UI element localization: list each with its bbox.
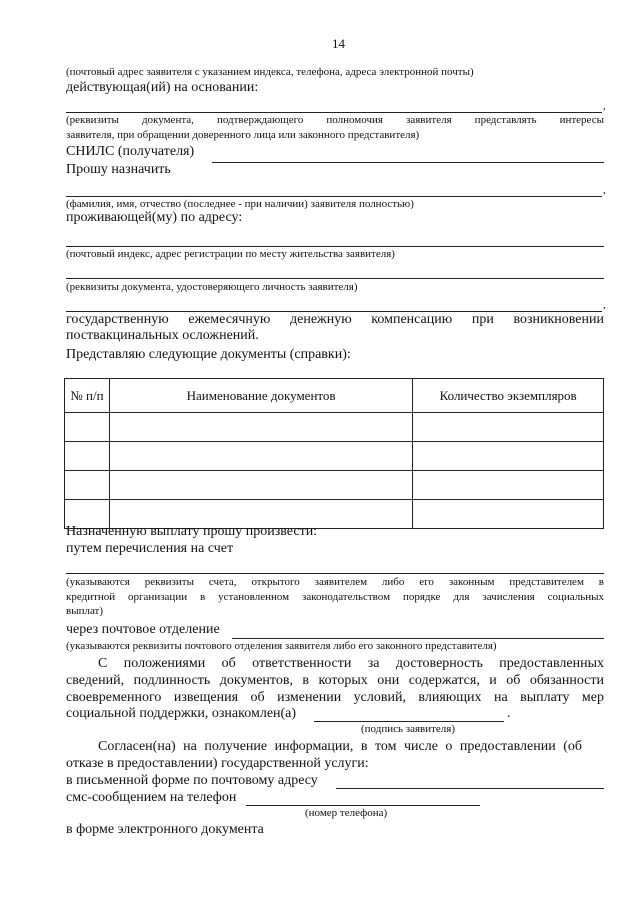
table-row — [65, 442, 604, 471]
id-comma: , — [603, 299, 606, 311]
table-cell[interactable] — [65, 413, 110, 442]
authority-doc-hint-line-2: заявителя, при обращении доверенного лица или законного представителя) — [66, 129, 420, 141]
compensation-line-1: государственную ежемесячную денежную компенсацию при возникновении — [66, 312, 604, 327]
written-form-label: в письменной форме по почтовому адресу — [66, 773, 318, 788]
id-document-field[interactable] — [66, 278, 604, 279]
postal-hint: (почтовый индекс, адрес регистрации по месту жительства заявителя) — [66, 248, 395, 260]
responsibility-line-2: сведений, подлинность документов, в которых они содержатся, и об обязанности — [66, 673, 604, 688]
transfer-label: путем перечисления на счет — [66, 541, 234, 556]
account-hint-line-2: кредитной организации в установленном законодательством порядке для зачисления социальных — [66, 591, 604, 603]
column-header-number: № п/п — [65, 379, 110, 413]
table-row — [65, 413, 604, 442]
account-hint-line-3: выплат) — [66, 605, 104, 617]
residence-address-field[interactable] — [66, 246, 604, 247]
electronic-label: в форме электронного документа — [66, 822, 264, 837]
sms-label: смс-сообщением на телефон — [66, 790, 237, 805]
request-label: Прошу назначить — [66, 162, 171, 177]
page-number: 14 — [332, 36, 345, 51]
column-header-copies: Количество экземпляров — [413, 379, 604, 413]
id-doc-hint: (реквизиты документа, удостоверяющего личность заявителя) — [66, 281, 358, 293]
residing-label: проживающей(му) по адресу: — [66, 210, 243, 225]
table-cell[interactable] — [109, 413, 412, 442]
post-office-hint: (указываются реквизиты почтового отделения заявителя либо его законного представителя) — [66, 640, 497, 652]
responsibility-period: . — [507, 706, 511, 721]
table-cell[interactable] — [413, 413, 604, 442]
basis-field[interactable] — [66, 112, 602, 113]
bank-account-field[interactable] — [66, 573, 604, 574]
name-comma: , — [603, 184, 606, 196]
table-cell[interactable] — [413, 500, 604, 529]
phone-hint: (номер телефона) — [305, 807, 388, 819]
responsibility-line-3: своевременного извещения об изменении условий, влияющих на выплату мер — [66, 690, 604, 705]
compensation-line-2: поствакцинальных осложнений. — [66, 328, 259, 343]
authority-doc-hint-line-1: (реквизиты документа, подтверждающего полномочия заявителя представлять интересы — [66, 114, 604, 126]
post-office-label: через почтовое отделение — [66, 622, 220, 637]
consent-line-2: отказе в предоставлении) государственной услуги: — [66, 756, 369, 771]
postal-address-field[interactable] — [336, 788, 604, 789]
snils-field[interactable] — [212, 162, 604, 163]
consent-line-1: Согласен(на) на получение информации, в том числе о предоставлении (об — [98, 739, 582, 754]
table-cell[interactable] — [65, 442, 110, 471]
applicant-address-hint: (почтовый адрес заявителя с указанием индекса, телефона, адреса электронной почты) — [66, 66, 474, 78]
documents-label: Представляю следующие документы (справки): — [66, 347, 351, 362]
post-office-field[interactable] — [232, 638, 604, 639]
account-hint-line-1: (указываются реквизиты счета, открытого заявителем либо его законным представителем в — [66, 576, 604, 588]
signature-field[interactable] — [314, 721, 504, 722]
fio-hint: (фамилия, имя, отчество (последнее - при наличии) заявителя полностью) — [66, 198, 414, 210]
responsibility-line-4: социальной поддержки, ознакомлен(а) — [66, 706, 297, 721]
column-header-document-name: Наименование документов — [109, 379, 412, 413]
signature-hint: (подпись заявителя) — [361, 723, 456, 735]
basis-comma: , — [603, 100, 606, 112]
table-cell[interactable] — [413, 442, 604, 471]
phone-field[interactable] — [246, 805, 480, 806]
documents-table-header-row — [65, 379, 604, 413]
table-cell[interactable] — [65, 471, 110, 500]
payment-label: Назначенную выплату прошу произвести: — [66, 524, 318, 539]
table-row — [65, 471, 604, 500]
documents-table — [64, 378, 604, 529]
table-cell[interactable] — [413, 471, 604, 500]
table-cell[interactable] — [109, 471, 412, 500]
recipient-name-field[interactable] — [66, 196, 602, 197]
acting-basis-label: действующая(ий) на основании: — [66, 80, 259, 95]
responsibility-line-1: С положениями об ответственности за достоверность предоставленных — [98, 656, 604, 671]
snils-label: СНИЛС (получателя) — [66, 144, 195, 159]
table-cell[interactable] — [109, 442, 412, 471]
